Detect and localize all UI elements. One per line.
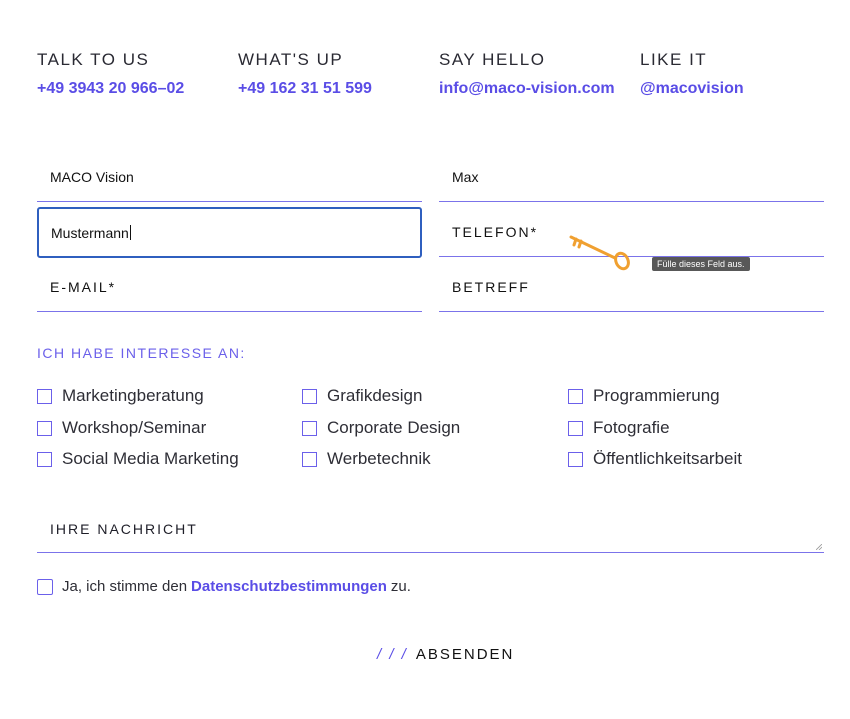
consent-checkbox[interactable] (37, 579, 53, 595)
checkbox-box[interactable] (37, 452, 52, 467)
checkbox-label: Workshop/Seminar (62, 418, 207, 437)
checkbox-box[interactable] (568, 389, 583, 404)
email-placeholder: E-MAIL* (50, 278, 117, 295)
checkbox-box[interactable] (568, 421, 583, 436)
lastname-value: Mustermann (51, 224, 129, 241)
interest-checkbox[interactable] (568, 386, 720, 406)
interest-checkbox[interactable] (568, 418, 670, 438)
checkbox-label: Programmierung (593, 386, 720, 405)
lastname-field[interactable] (37, 207, 422, 258)
contact-talk (37, 50, 184, 98)
checkbox-box[interactable] (37, 389, 52, 404)
resize-handle-icon[interactable] (816, 544, 822, 550)
checkbox-label: Marketingberatung (62, 386, 204, 405)
interests-title: ICH HABE INTERESSE AN: (37, 345, 246, 361)
contact-hello (439, 50, 615, 98)
interest-checkbox[interactable] (37, 449, 239, 469)
text-caret (130, 225, 131, 240)
contact-whatsup (238, 50, 372, 98)
interest-checkbox[interactable] (302, 449, 431, 469)
interest-checkbox[interactable] (37, 386, 204, 406)
company-field[interactable] (37, 152, 422, 202)
social-link[interactable]: @macovision (640, 80, 744, 97)
checkbox-label: Werbetechnik (327, 449, 431, 468)
firstname-field[interactable] (439, 152, 824, 202)
contact-likeit (640, 50, 744, 98)
email-link[interactable]: info@maco-vision.com (439, 80, 615, 97)
betreff-placeholder: BETREFF (452, 278, 530, 295)
contact-label: SAY HELLO (439, 50, 546, 69)
checkbox-label: Grafikdesign (327, 386, 423, 405)
submit-button[interactable] (377, 646, 514, 663)
privacy-link[interactable]: Datenschutzbestimmungen (191, 578, 387, 595)
checkbox-label: Corporate Design (327, 418, 461, 437)
mobile-link[interactable]: +49 162 31 51 599 (238, 80, 372, 97)
checkbox-label: Öffentlichkeitsarbeit (593, 449, 742, 468)
checkbox-label: Social Media Marketing (62, 449, 239, 468)
key-cursor-icon (567, 231, 633, 273)
validation-tooltip: Fülle dieses Feld aus. (652, 257, 750, 271)
firstname-value: Max (452, 168, 479, 185)
checkbox-box[interactable] (37, 421, 52, 436)
telefon-placeholder: TELEFON* (452, 223, 539, 240)
submit-label: ABSENDEN (415, 646, 515, 663)
phone-link[interactable]: +49 3943 20 966–02 (37, 80, 185, 97)
checkbox-box[interactable] (568, 452, 583, 467)
interest-checkbox[interactable] (302, 418, 460, 438)
message-field[interactable] (37, 505, 824, 553)
checkbox-box[interactable] (302, 421, 317, 436)
checkbox-label: Fotografie (593, 418, 670, 437)
interest-checkbox[interactable] (37, 418, 206, 438)
contact-label: WHAT'S UP (238, 50, 344, 69)
company-value: MACO Vision (50, 168, 134, 185)
consent-text-post: zu. (390, 578, 411, 595)
email-field[interactable] (37, 262, 422, 312)
contact-label: TALK TO US (37, 50, 150, 69)
message-placeholder: IHRE NACHRICHT (50, 520, 198, 537)
checkbox-box[interactable] (302, 389, 317, 404)
interest-checkbox[interactable] (302, 386, 422, 406)
checkbox-box[interactable] (302, 452, 317, 467)
contact-label: LIKE IT (640, 50, 708, 69)
interest-checkbox[interactable] (568, 449, 742, 469)
submit-slashes: / / / (377, 646, 408, 663)
consent-row (37, 578, 411, 595)
consent-text-pre: Ja, ich stimme den (62, 578, 188, 595)
